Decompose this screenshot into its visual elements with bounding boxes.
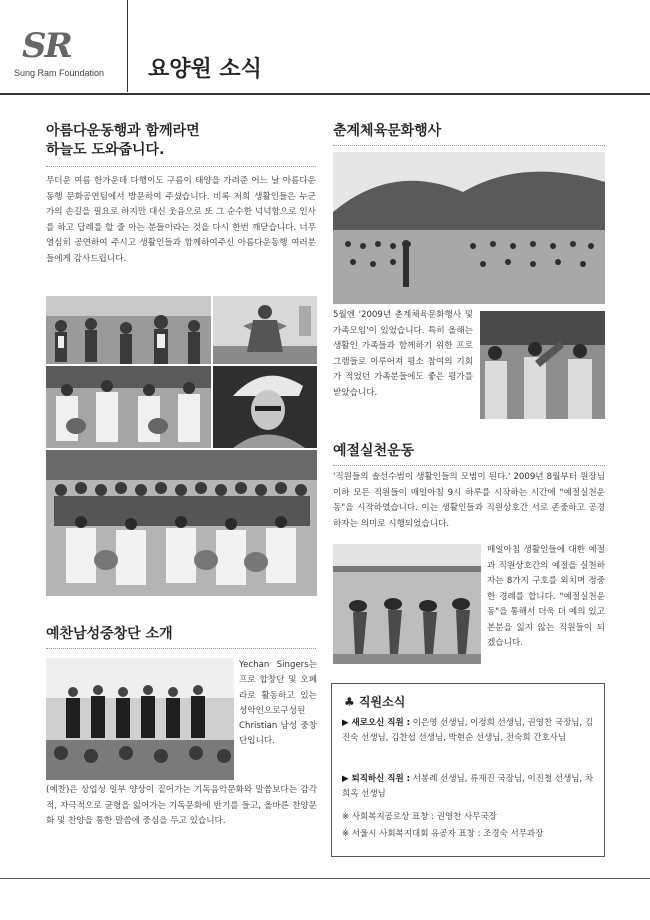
performance-photo-4 [213,366,317,448]
family-gathering-photo [480,311,605,419]
performance-photo-2 [213,296,317,364]
staff-news-title: ♣ 직원소식 [344,695,406,709]
staff-news-box [331,683,605,857]
group-photo [46,450,317,596]
award-2: ※ 서울시 사회복지대회 유공자 표창 : 조경숙 서무과장 [342,829,544,839]
new-staff-list: 이은영 선생님, 이정희 선생님, 권영찬 국장님, 김진숙 선생님, 김찬섭 선생님, 박현순 선생님, 전숙희 간호사님 [342,718,594,743]
article1-title-line2: 하늘도 도와줍니다. [46,141,165,158]
performance-photo-1 [46,296,211,364]
header-divider [0,93,650,95]
article4-rule [333,465,605,466]
new-staff-label: ▶ 새로오신 직원 : [342,718,411,728]
article4-title: 예절실천운동 [333,443,415,459]
article2-body-right: Yechan Singers는 프로 합창단 및 오페라로 활동하고 있는 성악인으로구성된 Christian 남성 중창단입니다. [239,660,317,747]
logo-mark: SR [22,26,71,66]
article4-body-right: 매일아침 생활인들에 대한 예절과 직원상호간의 예절을 실천하자는 8가지 구호를 외치며 정중한 경례를 합니다. "예절실천운동"을 통해서 더욱 더 예의 있고 본분을 잃지 않는 직원들이 되겠습니다. [487,545,605,648]
sports-event-photo [333,152,605,304]
logo [0,0,128,92]
article1-title [46,122,316,160]
award-1: ※ 사회복지공로상 표창 : 권영찬 사무국장 [342,812,497,822]
etiquette-photo [333,544,481,664]
retired-staff-label: ▶ 퇴직하신 직원 : [342,774,411,784]
page-header [0,0,650,95]
article1-rule [46,166,316,167]
retired-staff-list: 서봉례 선생님, 류재진 국장님, 이진철 선생님, 차희옥 선생님 [342,774,594,799]
article3-body: 5월엔 '2009년 춘계체육문화행사 및 가족모임'이 있었습니다. 특히 올해는 생활인 가족들과 함께하기 위한 프로그램들로 이루어져 평소 참여의 기회가 적었던 가족분들에도 좋은 평가를 받았습니다. [333,310,473,398]
article2-rule [46,648,316,649]
article1-title-line1: 아름다운동행과 함께라면 [46,123,200,139]
article1-body: 무더운 여름 한가운데 다행이도 구름이 태양을 가려준 어느 날 아름다운동행 문화공연팀에서 방문하여 주셨습니다. 비록 저희 생활인들은 누군가의 손길을 필요로 하지만 대신 웃음으로 또 그 순수한 넉넉함으로 인사를 하고 답례를 할 줄 아는 분들이라는 것을 다시 한번 깨닫습니다. 너무 열심히 공연하여 주시고 생활인들과 함께하여주신 아름다운동행 여러분들에게 감사드립니다. [46,176,316,264]
performance-photo-3 [46,366,211,448]
article4-body-top: '직원들의 솔선수범이 생활인들의 모범이 된다.' 2009년 8월부터 원장님이하 모든 직원들이 매일아침 9시 하루를 시작하는 시간에 "예절실천운동"을 시작하였습니다. 이는 생활인들과 직원상호간 서로 존중하고 공경하자는 의미로 시행되었습니다. [333,472,605,529]
retired-staff-entry [342,772,594,802]
article2-title: 예찬남성중창단 소개 [46,626,173,642]
footer-divider [0,878,650,879]
choir-photo [46,658,234,780]
article3-title: 춘계체육문화행사 [333,123,442,139]
article3-rule [333,145,605,146]
article2-body-bottom: (예찬)은 상업성 일부 양상이 짙어가는 기독음악문화와 말씀보다는 감각적, 자극적으로 균형을 잃어가는 기독문화에 반기를 들고, 올바른 찬양문화 및 찬양을 통한 말씀에 중심을 두고 있습니다. [46,785,317,826]
new-staff-entry [342,716,594,746]
page-title: 요양원 소식 [148,57,262,82]
logo-subtitle: Sung Ram Foundation [14,68,105,78]
